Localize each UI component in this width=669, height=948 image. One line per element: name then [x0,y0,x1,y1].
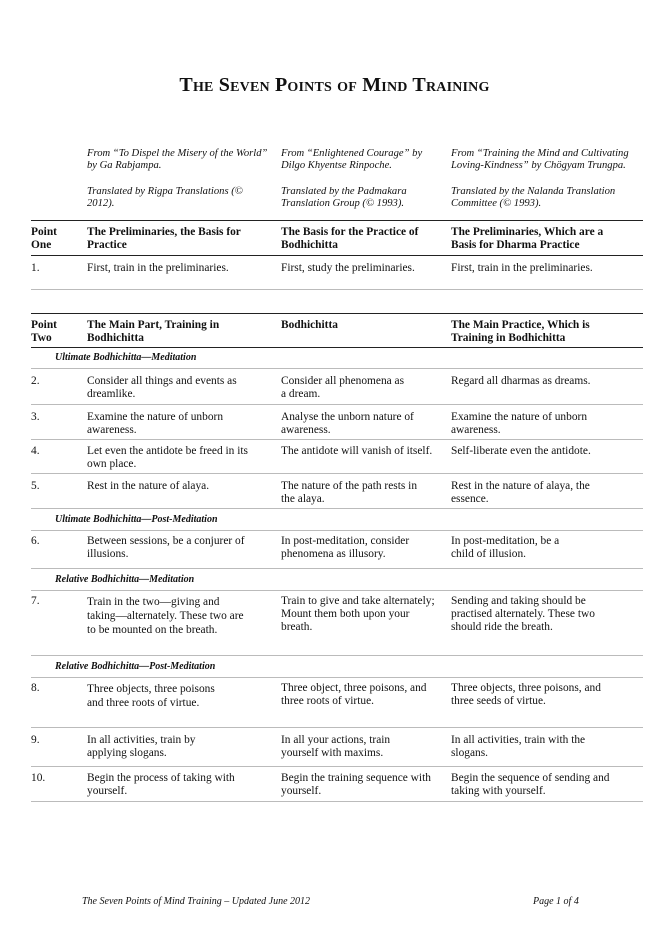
row-cell: In all your actions, train yourself with maxims. [281,734,391,759]
row-cell: In post-meditation, be a child of illusion. [451,535,560,560]
rule [31,568,643,569]
row-num: 10. [31,772,46,784]
subheading: Ultimate Bodhichitta—Meditation [55,352,197,363]
rule [31,655,643,656]
row-cell: Train in the two—giving and taking—alternately. These two are to be mounted on the breath. [87,596,244,636]
rule [31,368,643,369]
row-cell: Between sessions, be a conjurer of illusions. [87,535,245,560]
subheading: Relative Bodhichitta—Post-Meditation [55,661,216,672]
row-cell: First, train in the preliminaries. [451,262,593,274]
row-cell: The antidote will vanish of itself. [281,445,433,457]
subheading: Relative Bodhichitta—Meditation [55,574,195,585]
row-cell: Self-liberate even the antidote. [451,445,591,457]
row-cell: Begin the sequence of sending and taking with yourself. [451,772,610,797]
rule [31,347,643,348]
rule [31,530,643,531]
point-one-header-3: The Preliminaries, Which are a Basis for Dharma Practice [451,226,604,251]
rule [31,801,643,802]
rule [31,255,643,256]
row-num: 7. [31,595,40,607]
source-2: From “Enlightened Courage” by Dilgo Khyentse Rinpoche. Translated by the Padmakara Translation Group (© 1993). [281,148,423,210]
source-3: From “Training the Mind and Cultivating Loving-Kindness” by Chögyam Trungpa. Translated by the Nalanda Translation Committee (© 1993). [451,148,629,210]
point-one-label: Point One [31,226,57,251]
page-number: Page 1 of 4 [533,896,579,907]
subheading: Ultimate Bodhichitta—Post-Meditation [55,514,218,525]
footer-title: The Seven Points of Mind Training – Updated June 2012 [82,896,311,907]
rule [31,439,643,440]
rule [31,313,643,314]
row-cell: Three object, three poisons, and three roots of virtue. [281,682,427,707]
point-one-header-1: The Preliminaries, the Basis for Practice [87,226,241,251]
row-cell: In post-meditation, consider phenomena as illusory. [281,535,410,560]
rule [31,289,643,290]
row-num: 9. [31,734,40,746]
row-cell: In all activities, train by applying slogans. [87,734,196,759]
row-cell: Rest in the nature of alaya. [87,480,210,492]
row-cell: Begin the training sequence with yourself. [281,772,431,797]
point-two-header-1: The Main Part, Training in Bodhichitta [87,319,220,344]
row-cell: Analyse the unborn nature of awareness. [281,411,414,436]
rule [31,473,643,474]
row-cell: Begin the process of taking with yourself. [87,772,235,797]
row-cell: Three objects, three poisons and three roots of virtue. [87,683,215,709]
row-num: 6. [31,535,40,547]
point-one-header-2: The Basis for the Practice of Bodhichitta [281,226,419,251]
point-two-header-3: The Main Practice, Which is Training in Bodhichitta [451,319,590,344]
rule [31,220,643,221]
row-cell: Rest in the nature of alaya, the essence. [451,480,590,505]
row-cell: Examine the nature of unborn awareness. [451,411,588,436]
rule [31,766,643,767]
row-num: 8. [31,682,40,694]
page-title: The Seven Points of Mind Training [179,74,490,96]
rule [31,508,643,509]
row-num: 2. [31,375,40,387]
point-two-label: Point Two [31,319,57,344]
row-cell: First, train in the preliminaries. [87,262,229,274]
row-cell: Train to give and take alternately; Mount them both upon your breath. [281,595,435,633]
row-cell: Consider all things and events as dreamlike. [87,375,237,400]
row-cell: Three objects, three poisons, and three seeds of virtue. [451,682,601,707]
row-cell: The nature of the path rests in the alaya. [281,480,418,505]
point-two-header-2: Bodhichitta [281,319,338,331]
row-num: 4. [31,445,40,457]
source-1: From “To Dispel the Misery of the World” by Ga Rabjampa. Translated by Rigpa Translations (© 2012). [87,148,268,210]
row-cell: Examine the nature of unborn awareness. [87,411,224,436]
row-cell: Sending and taking should be practised alternately. These two should ride the breath. [451,595,595,633]
row-cell: Consider all phenomena as a dream. [281,375,405,400]
row-num: 3. [31,411,40,423]
row-cell: Let even the antidote be freed in its own place. [87,445,248,470]
rule [31,677,643,678]
row-cell: In all activities, train with the slogans. [451,734,586,759]
rule [31,404,643,405]
row-cell: First, study the preliminaries. [281,262,415,274]
row-num: 5. [31,480,40,492]
rule [31,727,643,728]
row-num: 1. [31,262,40,274]
rule [31,590,643,591]
row-cell: Regard all dharmas as dreams. [451,375,591,387]
